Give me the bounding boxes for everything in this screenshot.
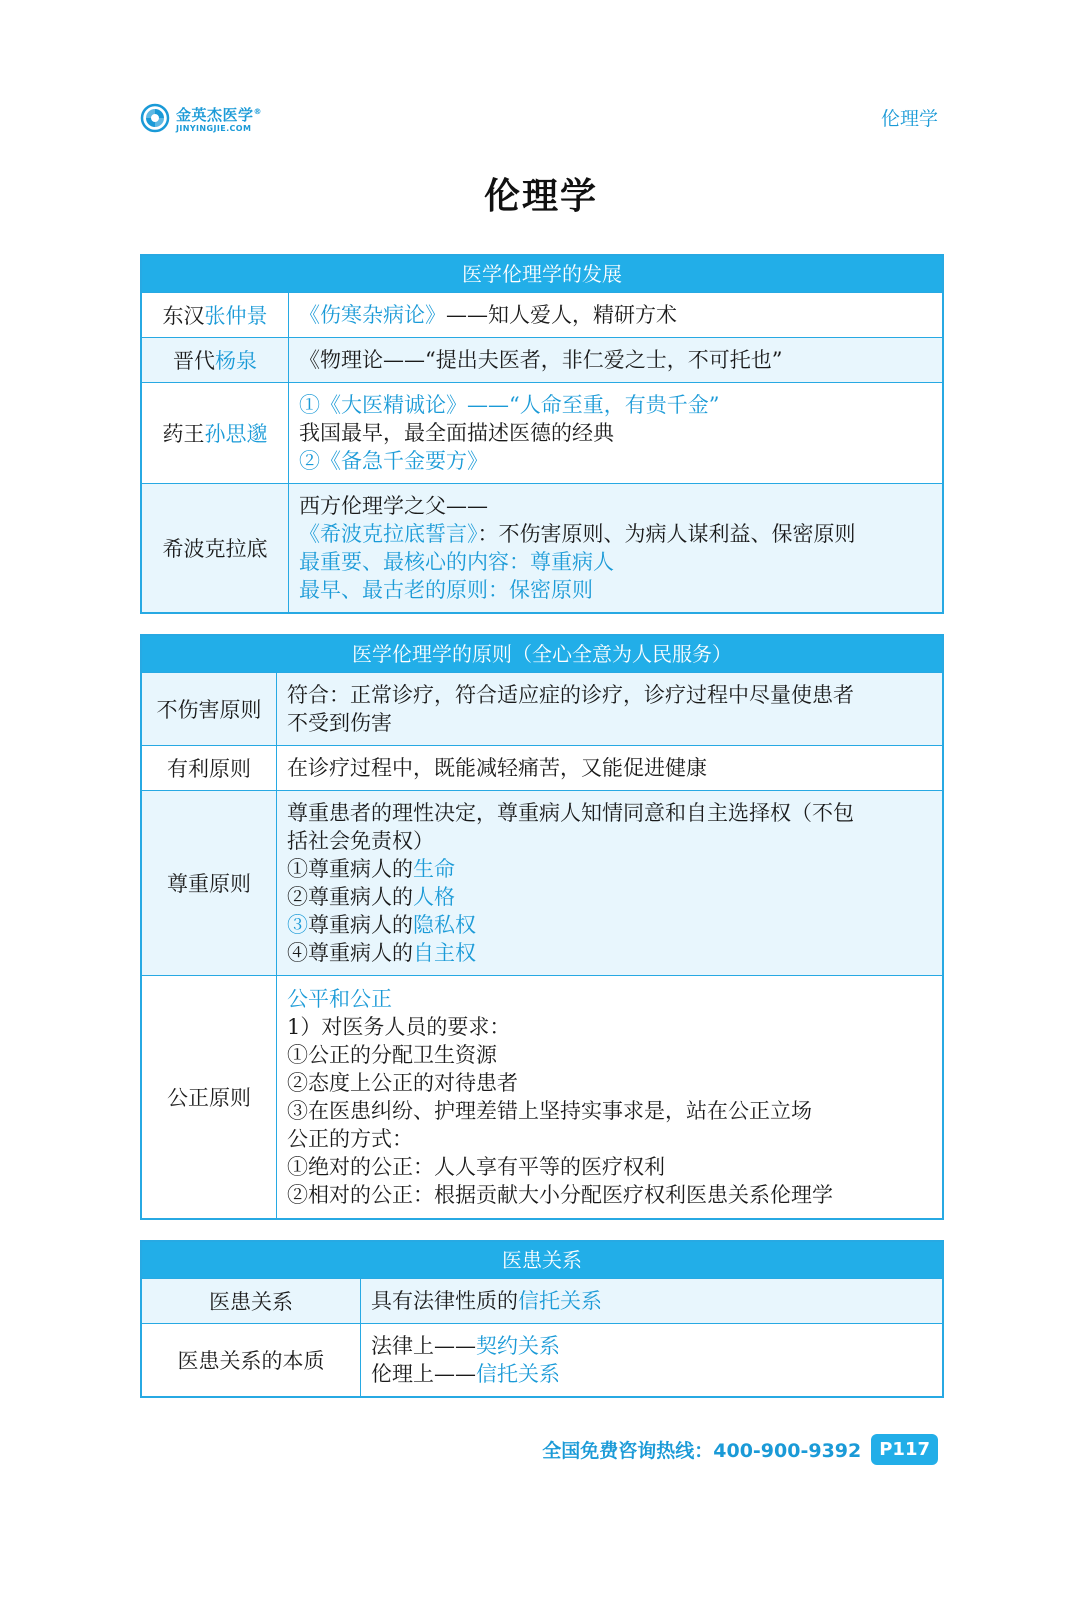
- highlight-text: 隐私权: [413, 913, 476, 937]
- table-row: [142, 337, 942, 382]
- row-text: ①公正的分配卫生资源: [287, 1043, 497, 1067]
- table-row: [142, 382, 942, 483]
- row-text: 括社会免责权）: [287, 829, 434, 853]
- row-text: 伦理上——: [371, 1362, 476, 1386]
- table-row: [142, 1278, 942, 1323]
- page-title: 伦理学: [483, 175, 598, 217]
- row-content: [361, 1279, 942, 1323]
- hotline-text: 全国免费咨询热线：400-900-9392: [542, 1439, 862, 1462]
- list-item-text: ①尊重病人的: [287, 857, 413, 881]
- row-label: [142, 383, 289, 483]
- brand-logo: [140, 100, 280, 136]
- list-item-text: ②尊重病人的: [287, 885, 413, 909]
- row-text: 我国最早，最全面描述医德的经典: [299, 421, 614, 445]
- row-text: ——知人爱人，精研方术: [446, 303, 677, 327]
- label-person: 孙思邈: [204, 422, 268, 446]
- list-item-number: ③: [287, 913, 308, 937]
- table-row: [142, 292, 942, 337]
- book-title: ②《备急千金要方》: [299, 449, 488, 473]
- principles-table-title: 医学伦理学的原则（全心全意为人民服务）: [142, 636, 942, 672]
- row-text: ②相对的公正：根据贡献大小分配医疗权利医患关系伦理学: [287, 1183, 833, 1207]
- row-text: 符合：正常诊疗，符合适应症的诊疗，诊疗过程中尽量使患者: [287, 683, 854, 707]
- table-row: [142, 672, 942, 745]
- row-content: [289, 293, 942, 337]
- table-row: [142, 790, 942, 975]
- logo-swirl-icon: [140, 103, 170, 133]
- label-person: 张仲景: [204, 304, 268, 328]
- row-content: [277, 746, 942, 790]
- page-number-badge: P117: [871, 1434, 938, 1465]
- book-quote: ①《大医精诚论》——“人命至重，有贵千金”: [299, 393, 720, 417]
- label-person: 杨泉: [215, 349, 257, 373]
- row-label: 尊重原则: [142, 791, 277, 975]
- row-text: 法律上——: [371, 1334, 476, 1358]
- row-text: 公正的方式：: [287, 1127, 413, 1151]
- page-footer: [542, 1430, 938, 1468]
- label-title: 药王: [162, 422, 205, 446]
- highlight-text: 自主权: [413, 941, 476, 965]
- label-era: 晋代: [173, 349, 215, 373]
- row-text: 在诊疗过程中，既能减轻痛苦，又能促进健康: [287, 756, 707, 780]
- row-text: ③在医患纠纷、护理差错上坚持实事求是，站在公正立场: [287, 1099, 812, 1123]
- row-content: [361, 1324, 942, 1396]
- row-label: [142, 338, 289, 382]
- book-title: 《伤寒杂病论》: [299, 303, 446, 327]
- logo-registered-mark: ®: [253, 106, 263, 116]
- list-item-text: 尊重病人的: [308, 913, 413, 937]
- row-text: 具有法律性质的: [371, 1289, 518, 1313]
- highlight-text: 信托关系: [518, 1289, 602, 1313]
- relation-table: [140, 1240, 944, 1398]
- highlight-text: 公平和公正: [287, 987, 392, 1011]
- row-content: [289, 484, 942, 612]
- highlight-text: 生命: [413, 857, 455, 881]
- highlight-text: 最早、最古老的原则：保密原则: [299, 578, 593, 602]
- highlight-text: 信托关系: [476, 1362, 560, 1386]
- page-header: [0, 0, 1082, 150]
- row-text: 《物理论——“提出夫医者，非仁爱之士，不可托也”: [299, 348, 783, 372]
- table-row: [142, 745, 942, 790]
- logo-english-name: JINYINGJIE.COM: [176, 123, 252, 133]
- highlight-text: 人格: [413, 885, 455, 909]
- highlight-text: 最重要、最核心的内容：尊重病人: [299, 550, 614, 574]
- principles-table: [140, 634, 944, 1220]
- row-label: 有利原则: [142, 746, 277, 790]
- label-era: 东汉: [162, 304, 205, 328]
- row-label: 公正原则: [142, 976, 277, 1218]
- logo-chinese-name: 金英杰医学: [176, 105, 254, 124]
- row-text: ①绝对的公正：人人享有平等的医疗权利: [287, 1155, 665, 1179]
- row-content: [277, 976, 942, 1218]
- book-title: 《希波克拉底誓言》: [299, 522, 478, 546]
- table-row: [142, 483, 942, 612]
- row-text: ：不伤害原则、为病人谋利益、保密原则: [477, 522, 856, 546]
- row-content: [289, 338, 942, 382]
- list-item-text: ④尊重病人的: [287, 941, 413, 965]
- row-content: [289, 383, 942, 483]
- table-row: [142, 1323, 942, 1396]
- row-text: 不受到伤害: [287, 711, 392, 735]
- section-tag: 伦理学: [880, 108, 938, 130]
- row-text: 尊重患者的理性决定，尊重病人知情同意和自主选择权（不包: [287, 801, 854, 825]
- relation-table-title: 医患关系: [142, 1242, 942, 1278]
- row-text: 1）对医务人员的要求：: [287, 1015, 511, 1039]
- development-table: [140, 254, 944, 614]
- row-label: 不伤害原则: [142, 673, 277, 745]
- row-content: [277, 673, 942, 745]
- development-table-title: 医学伦理学的发展: [142, 256, 942, 292]
- row-label: 医患关系的本质: [142, 1324, 361, 1396]
- row-label: 希波克拉底: [142, 484, 289, 612]
- row-label: [142, 293, 289, 337]
- row-content: [277, 791, 942, 975]
- row-text: ②态度上公正的对待患者: [287, 1071, 518, 1095]
- table-row: [142, 975, 942, 1218]
- row-label: 医患关系: [142, 1279, 361, 1323]
- highlight-text: 契约关系: [476, 1334, 560, 1358]
- row-text: 西方伦理学之父——: [299, 494, 488, 518]
